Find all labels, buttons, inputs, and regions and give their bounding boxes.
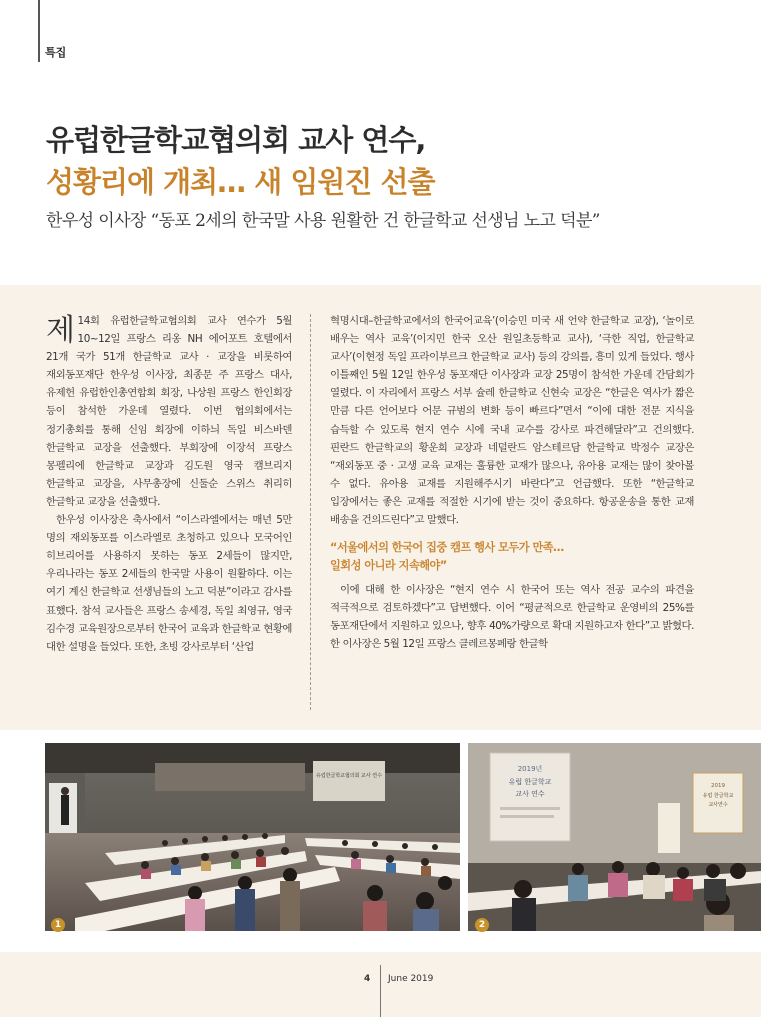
- section-tag: 특집: [45, 46, 67, 59]
- poster-line-1: 유럽 한글학교: [702, 793, 734, 799]
- poster-line-2: 교사연수: [708, 802, 728, 808]
- slide-year: 2019년: [517, 765, 543, 773]
- page-number: 4: [364, 974, 371, 984]
- column-divider: [310, 314, 311, 710]
- article-paragraph: 혁명시대–한글학교에서의 한국어교육’(이승민 미국 새 언약 한글학교 교장), ‘놀이로 배우는 역사 교육’(이지민 한국 오산 원일초등학교 교사), ‘극한 직업, 한글학교 교사’(이현정 독일 프라이부르크 한글학교 교사) 등의 강의를, 흥미 있게 들었다. 행사 이틀째인 5월 12일 한우성 동포재단 이사장과 교장 25명이 참석한 가운데 간담회가 열렸다. 이 자리에서 프랑스 서부 슐레 한글학교 신현숙 교장은 “한글은 역사가 짧은 만큼 다른 언어보다 어문 규범의 변화 등이 빠르다”면서 “이에 대한 전문 지식을 습득할 수 있도록 현지 연수 시에 국내 교수를 강사로 파견해달라”고 건의했다. 핀란드 한글학교의 황운희 교장과 네덜란드 암스테르담 한글학교 박정수 교장은 “재외동포 중 · 고생 교육 교재는 훌륭한 교재가 많으나, 유아용 교재는 많이 찾아볼 수 없다. 유아용 교재를 지원해주시기 바란다”고 언급했다. 또한 “한글학교 입장에서는 좋은 교재를 적절한 시기에 받는 것이 중요하다. 항공운송을 통한 교재 배송을 건의드린다”고 말했다.: [330, 315, 694, 527]
- poster-year: 2019: [711, 783, 725, 789]
- slide-line-1: 유럽 한글학교: [508, 778, 552, 786]
- article-paragraph: 이에 대해 한 이사장은 “현지 연수 시 한국어 또는 역사 전공 교수의 파견을 적극적으로 검토하겠다”고 답변했다. 이어 “평균적으로 한글학교 운영비의 25%를 동포재단에서 지원하고 있으나, 향후 40%가량으로 확대 지원하고자 한다”고 밝혔다. 한 이사장은 5월 12일 프랑스 클레르몽페랑 한글학: [330, 584, 694, 651]
- headline-line-1: 유럽한글학교협의회 교사 연수,: [46, 123, 426, 157]
- top-rule: [38, 0, 40, 62]
- conference-photo-2: [468, 743, 761, 931]
- headline-subtitle: 한우성 이사장 “동포 2세의 한국말 사용 원활한 건 한글학교 선생님 노고 덕분”: [46, 211, 600, 231]
- article-paragraph: [46, 312, 292, 511]
- photo-number-badge-2: 2: [475, 918, 489, 932]
- footer-divider: [380, 965, 381, 1017]
- conference-photo-1-image: [45, 743, 460, 931]
- article-column-right: [330, 312, 694, 654]
- headline-line-2: 성황리에 개최… 새 임원진 선출: [46, 165, 435, 199]
- article-subheading: [330, 539, 694, 575]
- article-paragraph: 한우성 이사장은 축사에서 “이스라엘에서는 매년 5만 명의 재외동포를 이스라엘로 초청하고 있으나 모국어인 히브리어를 사용하지 못하는 동포 2세들이 많지만, 우리나라는 동포 2세들의 한국말 사용이 원활하다. 이는 여기 계신 한글학교 선생님들의 노고 덕분”이라고 감사를 표했다. 참석 교사들은 프랑스 송세경, 독일 최영규, 영국 김수경 교육원장으로부터 한국어 교육과 한글학교 현황에 대한 설명을 들었다. 또한, 초빙 강사로부터 ‘산업: [46, 514, 292, 653]
- banner-text: 유럽한글학교협의회 교사 연수: [316, 773, 382, 779]
- conference-photo-1: [45, 743, 460, 931]
- article-column-left: [46, 312, 292, 656]
- issue-date: June 2019: [388, 974, 434, 984]
- subheading-line-1: “서울에서의 한국어 집중 캠프 행사 모두가 만족…: [330, 541, 564, 555]
- drop-cap: 제: [46, 313, 75, 348]
- paragraph-text: 14회 유럽한글학교협의회 교사 연수가 5월 10~12일 프랑스 리옹 NH 에어포트 호텔에서 21개 국가 51개 한글학교 교사 · 교장을 비롯하여 재외동포재단 한우성 이사장, 최종문 주 프랑스 대사, 유제헌 유럽한인총연합회 회장, 나상원 프랑스 한인회장 등이 참석한 가운데 열렸다. 이번 협의회에서는 정기총회를 통해 신임 회장에 이하늬 독일 비스바덴 한글학교 교장을 선출했다. 부회장에 이장석 프랑스 몽펠리에 한글학교 교장과 김도원 영국 캠브리지 한글학교 교장을, 사무총장에 신둘순 스위스 취리히 한글학교 교장을 선출했다.: [46, 315, 292, 508]
- slide-line-2: 교사 연수: [515, 790, 545, 798]
- photo-number-badge-1: 1: [51, 918, 65, 932]
- subheading-line-2: 일회성 아니라 지속해야”: [330, 559, 447, 573]
- conference-photo-2-image: [468, 743, 761, 931]
